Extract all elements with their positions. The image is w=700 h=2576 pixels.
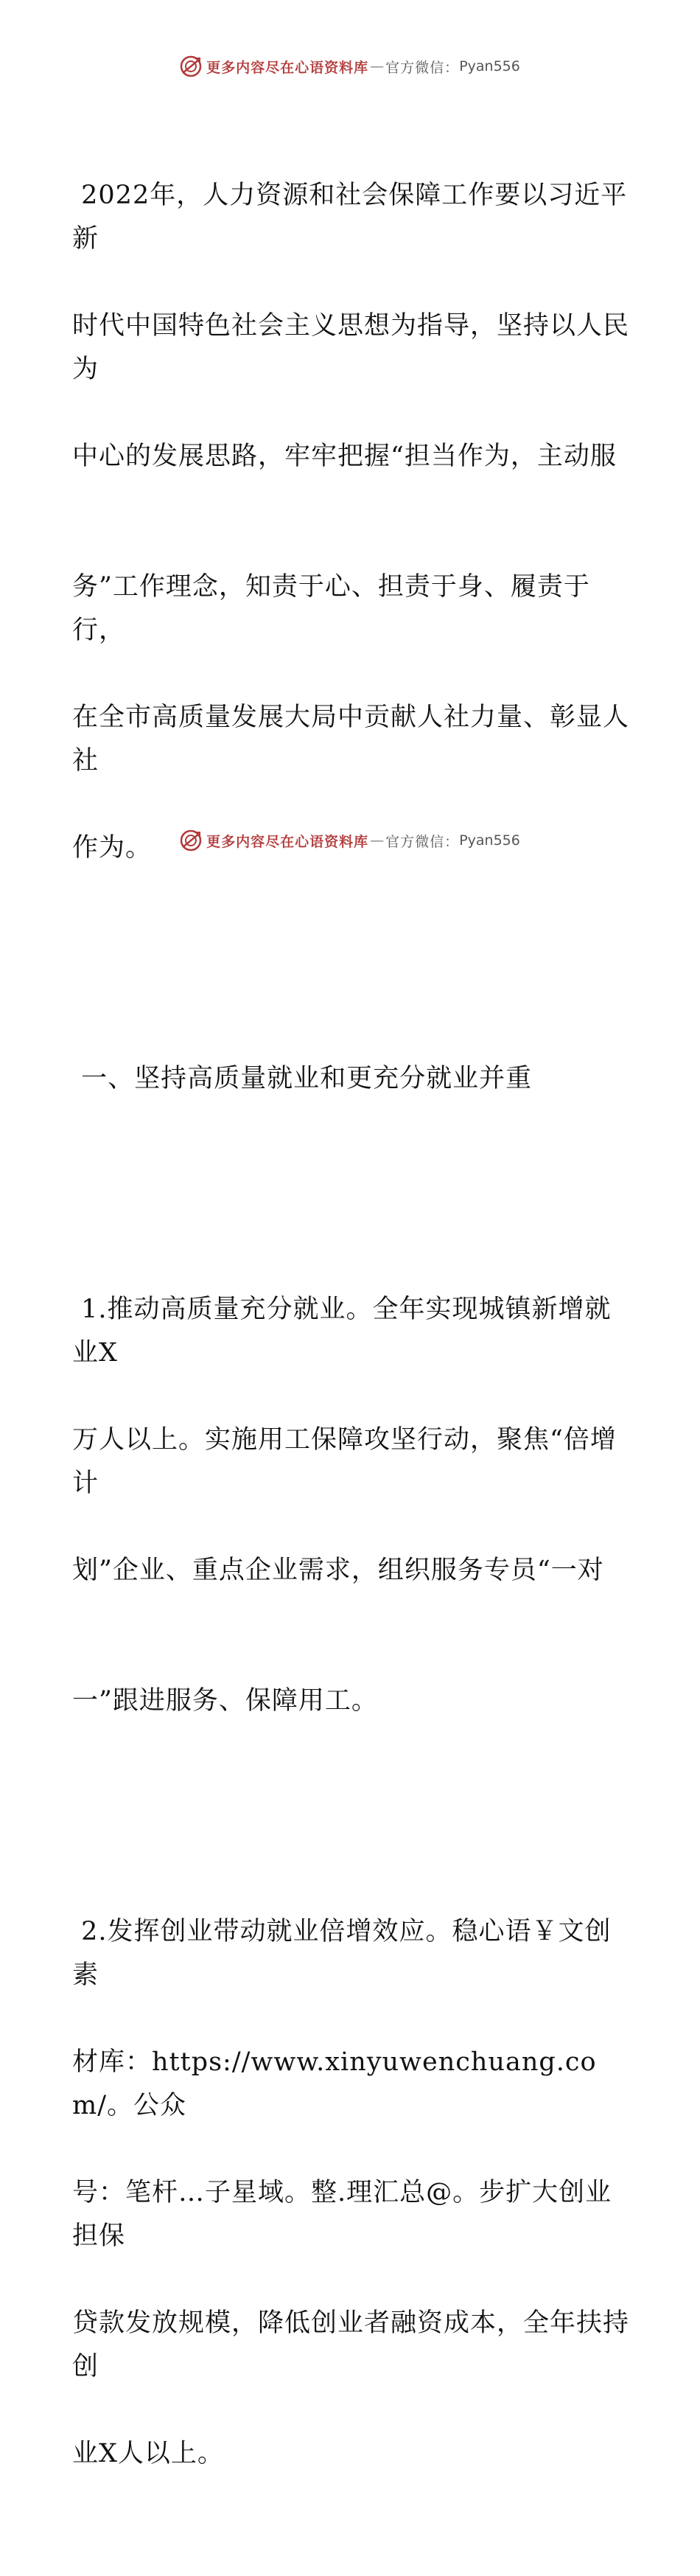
text-line: 业X人以上。 <box>72 2439 224 2468</box>
text-line: 一”跟进服务、保障用工。 <box>72 1686 378 1716</box>
text-line: 材库：https://www.xinyuwenchuang.com/。公众 <box>72 2047 597 2120</box>
section-heading <box>72 970 632 1188</box>
brand-logo-icon <box>180 55 202 77</box>
header-watermark-banner <box>0 53 700 80</box>
text-line: 时代中国特色社会主义思想为指导，坚持以人民为 <box>72 311 630 384</box>
banner-wechat-handle: Pyan556 <box>459 832 520 849</box>
document-body <box>72 87 632 2576</box>
item-1-paragraph <box>72 1201 632 1810</box>
item-2-paragraph <box>72 1823 632 2563</box>
text-line: 划”企业、重点企业需求，组织服务专员“一对 <box>72 1556 604 1585</box>
footer-watermark-banner <box>0 827 700 854</box>
banner-title: 更多内容尽在心语资料库 <box>206 833 369 850</box>
heading-text: 一、坚持高质量就业和更充分就业并重 <box>72 1064 533 1093</box>
text-line: 2022年，人力资源和社会保障工作要以习近平新 <box>72 181 628 254</box>
text-line: 号：笔杆…子星域。整.理汇总@。步扩大创业担保 <box>72 2178 612 2251</box>
banner-separator: — <box>370 58 385 74</box>
banner-wechat-handle: Pyan556 <box>459 58 520 74</box>
text-line: 1.推动高质量充分就业。全年实现城镇新增就业X <box>72 1295 612 1368</box>
text-line: 中心的发展思路，牢牢把握“担当作为，主动服 <box>72 442 617 471</box>
banner-separator: — <box>370 832 385 849</box>
text-line: 贷款发放规模，降低创业者融资成本，全年扶持创 <box>72 2308 630 2381</box>
banner-wechat-label: 官方微信： <box>385 833 460 850</box>
text-line: 务”工作理念，知责于心、担责于身、履责于行， <box>72 572 590 645</box>
text-line: 万人以上。实施用工保障攻坚行动，聚焦“倍增计 <box>72 1425 617 1498</box>
intro-paragraph <box>72 87 632 957</box>
text-line: 2.发挥创业带动就业倍增效应。稳心语￥文创素 <box>72 1917 612 1990</box>
banner-title: 更多内容尽在心语资料库 <box>206 59 369 76</box>
text-line: 在全市高质量发展大局中贡献人社力量、彰显人社 <box>72 703 630 776</box>
banner-wechat-label: 官方微信： <box>385 59 460 76</box>
text-line: 作为。 <box>72 833 153 863</box>
brand-logo-icon <box>180 829 202 852</box>
